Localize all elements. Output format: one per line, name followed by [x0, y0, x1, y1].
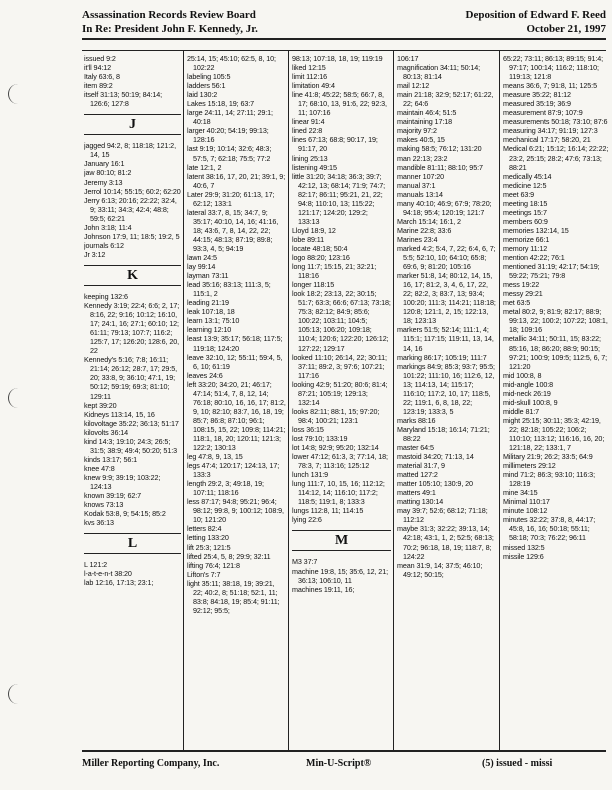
index-entry: jagged 94:2, 8; 118:18; 121:2, 14, 15 — [84, 141, 176, 160]
index-entry: members 60:9 — [503, 216, 548, 226]
index-entry: late 12:1, 2 — [187, 162, 222, 172]
index-entry: lined 22:8 — [292, 126, 323, 136]
header-deponent: Deposition of Edward F. Reed — [465, 9, 606, 21]
index-entry: middle 81:7 — [503, 406, 540, 416]
index-entry: metal 80:2, 9; 81:9; 82:17; 88:9; 99:13, 22; 100:2; 107:22; 108:1, 18; 109:16 — [503, 307, 608, 335]
index-entry: limitation 49:4 — [292, 81, 335, 91]
index-entry: markers 51:5; 52:14; 111:1, 4; 115:1; 117:15; 119:11, 13, 14, 14, 16 — [397, 325, 494, 353]
index-entry: Military 21:9; 26:2; 33:5; 64:9 — [503, 452, 593, 462]
index-entry: measured 35:19; 36:9 — [503, 99, 571, 109]
index-entry: lungs 112:8, 11; 114:15 — [292, 506, 364, 516]
index-entry: mail 12:12 — [397, 81, 430, 91]
index-entry: many 40:10; 46:9; 67:9; 78:20; 94:18; 95:4; 120:19; 121:7 — [397, 198, 492, 217]
index-entry: meeting 18:15 — [503, 198, 548, 208]
index-entry: meet 63:9 — [503, 189, 535, 199]
index-entry: layman 73:11 — [187, 271, 229, 281]
index-entry: knows 73:13 — [84, 500, 124, 510]
index-entry: messy 29:21 — [503, 289, 543, 299]
index-entry: knew 9:9; 39:19; 103:22; 124:13 — [84, 472, 161, 491]
index-entry: making 58:5; 76:12; 131:20 — [397, 144, 482, 154]
index-entry: Maryland 15:18; 16:14; 71:21; 88:22 — [397, 424, 490, 443]
index-column-2 — [187, 54, 286, 746]
index-entry: limit 112:16 — [292, 72, 328, 82]
index-entry: met 63:5 — [503, 298, 531, 308]
index-entry: may 39:7; 52:6; 68:12; 71:18; 112:12 — [397, 506, 488, 525]
index-entry: January 16:1 — [84, 159, 125, 169]
index-entry: lay 99:14 — [187, 262, 216, 272]
index-entry: memories 132:14, 15 — [503, 225, 569, 235]
index-entry: kilovoltage 35:22; 36:13; 51:17 — [84, 418, 179, 428]
index-entry: means 36:6, 7; 91:8, 11; 125:5 — [503, 81, 597, 91]
index-entry: main 21:18; 32:9; 52:17; 61:22, 22; 64:6 — [397, 90, 494, 109]
index-entry: left 33:20; 34:20, 21; 46:17; 47:14; 51:4, 7, 8, 12, 14; 76:18; 80:10, 16, 16, 17; 81:2, 9, 10; 82:10; 83:7, 16, 18, 19; 85:7; 86:8; 87:10; 96:1; 108:15, 15, 22; 109:8; 114:21; 118:1, 18, 20; 120:11; 121:3; 122:2; 130:13 — [187, 379, 286, 453]
index-entry: Medical 6:21; 15:12; 16:14; 22:22; 23:2, 25:15; 28:2; 47:6; 73:13; 88:21 — [503, 144, 609, 172]
index-entry: lines 67:13; 68:8; 90:17, 19; 91:17, 20 — [292, 135, 378, 154]
index-entry: Later 29:9; 31:20; 61:13, 17; 62:12; 133:1 — [187, 189, 275, 208]
index-entry: itself 31:13; 50:19; 84:14; 126:6; 127:8 — [84, 90, 163, 109]
index-entry: M3 37:7 — [292, 557, 318, 567]
index-entry: length 29:2, 3; 49:18, 19; 107:11; 118:16 — [187, 479, 264, 498]
section-letter: L — [84, 533, 181, 554]
index-entry: labeling 105:5 — [187, 72, 231, 82]
index-entry: looking 42:9; 51:20; 80:6; 81:4; 87:21; 105:19; 129:13; 132:14 — [292, 379, 388, 407]
index-entry: magnification 34:11; 50:14; 80:13; 81:14 — [397, 63, 481, 82]
index-entry: mastoid 34:20; 71:13, 14 — [397, 452, 474, 462]
index-entry: less 87:17; 94:8; 95:21; 96:4; 98:12; 99:8, 9; 100:12; 108:9, 10; 121:20 — [187, 497, 284, 525]
index-entry: letters 82:4 — [187, 524, 222, 534]
footer-page-range: (5) issued - missi — [482, 758, 553, 769]
index-entry: missile 129:6 — [503, 551, 544, 561]
index-entry: letting 133:20 — [187, 533, 229, 543]
index-entry: memorize 66:1 — [503, 234, 550, 244]
index-entry: mine 34:15 — [503, 488, 538, 498]
index-entry: mid-skull 100:8, 9 — [503, 397, 558, 407]
index-entry: Johnson 17:9, 11; 18:5; 19:2, 5 — [84, 231, 180, 241]
index-entry: lift 25:3; 121:5 — [187, 542, 231, 552]
column-divider — [183, 50, 184, 750]
index-entry: listening 49:15 — [292, 162, 337, 172]
index-entry: Marine 22:8; 33:6 — [397, 225, 452, 235]
index-entry: lifted 25:4, 5, 8; 29:9; 32:11 — [187, 551, 271, 561]
index-column-1 — [84, 54, 181, 746]
index-entry: marking 86:17; 105:19; 111:7 — [397, 352, 487, 362]
index-entry: marker 51:8, 14; 80:12, 14, 15, 16, 17; 81:2, 3, 4, 6, 17, 22, 22; 82:2, 3; 83:7, 13; 93:4; 100:20; 111:3; 114:21; 118:18; 120:8; 121:1, 2, 15; 122:13, 18; 123:13 — [397, 271, 496, 326]
index-column-3 — [292, 54, 391, 746]
header-rule-thin — [82, 50, 606, 51]
header-deposition — [466, 8, 606, 36]
index-entry: lung 111:7, 10, 15, 16; 112:12; 114:12, 14; 116:10; 117:2; 118:5; 119:1, 8; 133:3 — [292, 479, 385, 507]
index-entry: maintaining 17:18 — [397, 117, 453, 127]
index-entry: 106:17 — [397, 54, 419, 63]
index-entry: jaw 80:10; 81:2 — [84, 168, 132, 178]
index-entry: learning 12:10 — [187, 325, 232, 335]
index-entry: leaves 24:6 — [187, 370, 223, 380]
section-letter: K — [84, 265, 181, 286]
index-entry: lobe 89:11 — [292, 234, 325, 244]
index-entry: learn 13:1; 75:10 — [187, 316, 240, 326]
index-entry: manual 37:1 — [397, 180, 436, 190]
index-entry: maintain 46:4; 51:5 — [397, 108, 457, 118]
index-entry: mandible 81:11; 88:10; 95:7 — [397, 162, 483, 172]
index-entry: line 41:8; 45:22; 58:5; 66:7, 8, 17; 68:10, 13, 91:6, 22; 92:3, 11; 107:16 — [292, 90, 387, 118]
binder-hole-mark — [8, 388, 23, 408]
index-entry: minute 108:12 — [503, 506, 548, 516]
index-entry: lost 79:10; 133:19 — [292, 433, 348, 443]
index-entry: matting 130:14 — [397, 497, 444, 507]
index-entry: might 25:15; 30:11; 35:3; 42:19, 22; 82:18; 105:22; 106:2; 110:10; 113:12; 116:16, 16, 20; 121:18, 22; 133:1, 7 — [503, 415, 605, 453]
footer-script: Min-U-Script® — [306, 758, 372, 769]
index-column-5 — [503, 54, 609, 746]
index-entry: manuals 13:14 — [397, 189, 443, 199]
index-entry: measurements 50:18; 73:10; 87:6 — [503, 117, 608, 127]
index-entry: master 64:5 — [397, 443, 434, 453]
index-entry: loss 36:15 — [292, 424, 324, 434]
index-entry: lot 14:8; 92:9; 95:20; 132:14 — [292, 443, 379, 453]
index-entry: laid 130:2 — [187, 90, 218, 100]
index-entry: kilovolts 36:14 — [84, 427, 129, 437]
index-entry: lab 12:16, 17:13; 23:1; — [84, 578, 154, 588]
index-entry: looked 11:10; 26:14, 22; 30:11; 37:11; 89:2, 3; 97:6; 107:21; 117:16 — [292, 352, 387, 380]
index-entry: known 39:19; 62:7 — [84, 491, 142, 501]
section-letter: M — [292, 530, 391, 551]
index-entry: matter 105:10; 130:9, 20 — [397, 479, 473, 489]
index-entry: leave 32:10, 12; 55:11; 59:4, 5, 6, 10; 61:19 — [187, 352, 283, 371]
index-entry: linear 91:4 — [292, 117, 325, 127]
index-entry: marked 4:2; 5:4, 7, 22; 6:4, 6, 7; 5:5; 52:10, 10; 64:10; 65:8; 69:6, 9; 81:20; 105:16 — [397, 243, 496, 272]
index-entry: 25:14, 15; 45:10; 62:5, 8, 10; 102:22 — [187, 54, 276, 73]
footer-company: Miller Reporting Company, Inc. — [82, 758, 220, 769]
index-entry: mean 31:9, 14; 37:5; 46:10; 49:12; 50:15; — [397, 560, 483, 579]
index-entry: l-a-t-e-n-t 38:20 — [84, 569, 132, 579]
index-entry: mention 42:22; 76:1 — [503, 253, 565, 263]
index-entry: lining 25:13 — [292, 153, 328, 163]
index-entry: March 15:14; 16:1, 2 — [397, 216, 461, 226]
index-entry: memory 11:12 — [503, 243, 548, 253]
index-entry: Jerrol 10:14; 55:15; 60:2; 62:20 — [84, 186, 181, 196]
index-entry: locate 48:18; 50:4 — [292, 243, 348, 253]
index-entry: least 13:9; 35:17; 56:18; 117:5; 119:18; 124:20 — [187, 334, 283, 353]
footer-rule — [82, 750, 606, 752]
index-entry: lifting 76:4; 121:8 — [187, 560, 240, 570]
header-case — [82, 8, 258, 36]
index-entry: 65:22; 73:11; 86:13; 89:15; 91:4; 97:17; 100:14; 116:2; 118:10; 119:13; 121:8 — [503, 54, 604, 82]
binder-hole-mark — [8, 84, 23, 104]
index-entry: issued 9:2 — [84, 54, 116, 63]
column-divider — [393, 50, 394, 750]
index-entry: Jr 3:12 — [84, 249, 106, 259]
binder-hole-mark — [8, 684, 23, 704]
index-entry: latent 38:16, 17, 20, 21; 39:1, 9; 40:6, 7 — [187, 171, 286, 190]
index-entry: mentioned 31:19; 42:17; 54:19; 59:22; 75:21; 79:8 — [503, 262, 600, 281]
index-entry: lying 22:6 — [292, 515, 322, 525]
index-entry: lawn 24:5 — [187, 253, 217, 263]
index-entry: mind 71:2; 86:3; 93:10; 116:3; 128:19 — [503, 470, 595, 489]
index-entry: John 3:18; 11:4 — [84, 222, 132, 232]
index-entry: majority 97:2 — [397, 126, 437, 136]
index-entry: Kennedy 3:19; 22:4; 6:6; 2, 17; 8:16, 22; 9:16; 10:12; 16:10, 17; 24:1, 16; 27:1; 60:10; 12; 61:11; 79:13; 107:7; 116:2; 125:7, 17; 126:20; 128:6, 20, 22 — [84, 301, 180, 356]
index-entry: large 24:11, 14; 27:11; 29:1; 40:18 — [187, 108, 273, 127]
index-entry: minutes 32:22; 37:8, 8, 44:17; 45:8, 16, 16; 50:18; 55:11; 58:18; 70:3; 76:22; 96:11 — [503, 515, 596, 543]
index-entry: millimeters 29:12 — [503, 461, 556, 471]
index-entry: machine 19:8, 15; 35:6, 12, 21; 36:13; 106:10, 11 — [292, 566, 388, 585]
index-entry: Jerry 6:13; 20:16; 22:22; 32:4, 9; 33:11; 34:3; 42:4; 48:8; 59:5; 62:21 — [84, 195, 177, 223]
index-entry: keeping 132:6 — [84, 291, 128, 301]
index-entry: mess 19:22 — [503, 280, 540, 290]
index-entry: look 18:2; 23:13, 22; 30:15; 51:7; 63:3; 66:6; 67:13; 73:18; 75:3; 82:12; 84:9; 85:6; 100:22; 103:11; 104:5; 105:13; 106:20; 109:18; 110:4; 120:6; 122:20; 126:12; 127:22; 129:17 — [292, 289, 391, 353]
index-entry: lunch 131:9 — [292, 470, 329, 480]
index-entry: ladders 56:1 — [187, 81, 226, 91]
index-entry: manner 107:20 — [397, 171, 445, 181]
index-entry: Kodak 53:8, 9; 54:15; 85:2 — [84, 509, 166, 519]
index-entry: measuring 34:17; 91:19; 127:3 — [503, 126, 598, 136]
index-entry: light 35:11; 38:18, 19; 39:21, 22; 40:2, 8; 51:18; 52:1, 11; 83:8; 84:18, 19; 85:4; 91:11; 92:12; 95:5; — [187, 578, 280, 615]
index-entry: last 9:19; 10:14; 32:6; 48:3; 57:5, 7; 62:18; 75:5; 77:2 — [187, 144, 272, 163]
index-entry: lateral 33:7, 8, 15; 34:7, 9; 35:17; 40:10, 14, 16; 41:16, 18; 43:6, 7, 8, 14, 22, 22; 44:15; 48:13; 87:19; 89:8; 93:3, 4, 5; 94:19 — [187, 207, 279, 253]
index-entry: mechanical 17:17; 58:20, 21 — [503, 135, 591, 145]
index-entry: mid-angle 100:8 — [503, 379, 554, 389]
index-entry: maybe 31:3; 32:22; 39:13, 14; 42:18; 43:1, 1, 2; 52:5; 68:13; 70:2; 96:18, 18, 19; 118:7, 8; 124:22 — [397, 524, 494, 561]
index-entry: long 11:7; 15:15, 21; 32:21; 118:16 — [292, 262, 377, 281]
index-entry: matted 127:2 — [397, 470, 438, 480]
index-entry: Marines 23:4 — [397, 234, 438, 244]
index-column-4 — [397, 54, 497, 746]
index-entry: longer 118:15 — [292, 280, 335, 290]
index-entry: kinds 13:17; 56:1 — [84, 454, 138, 464]
index-entry: logo 88:20; 123:16 — [292, 253, 350, 263]
index-entry: Minimal 110:17 — [503, 497, 550, 507]
header-board-title: Assassination Records Review Board — [82, 9, 256, 21]
index-entry: medicine 12:5 — [503, 180, 547, 190]
index-entry: meetings 15:7 — [503, 207, 547, 217]
index-entry: Lloyd 18:9, 12 — [292, 225, 336, 235]
index-entry: mid-neck 26:19 — [503, 388, 551, 398]
index-entry: liked 12:15 — [292, 63, 326, 73]
index-entry: machines 19:11, 16; — [292, 584, 355, 594]
index-entry: knee 47:8 — [84, 463, 115, 473]
index-entry: lower 47:12; 61:3, 3; 77:14, 18; 78:3, 7; 113:16; 125:12 — [292, 452, 388, 471]
index-entry: leg 47:8, 9, 13, 15 — [187, 452, 243, 462]
index-entry: material 31:7, 9 — [397, 461, 445, 471]
index-entry: journals 6:12 — [84, 240, 124, 250]
index-entry: legs 47:4; 120:17; 124:13, 17; 133:3 — [187, 461, 280, 480]
index-entry: markings 84:9; 85:3; 93:7; 95:5; 101:22; 111:10, 16; 112:6, 12, 13; 114:13, 14; 115:17; 116:10; 117:2, 10, 17; 118:5, 22; 119:1, 6, 8, 18, 22; 123:19; 133:3, 5 — [397, 361, 495, 416]
index-entry: mid 100:8, 8 — [503, 370, 542, 380]
index-entry: kept 39:20 — [84, 400, 117, 410]
index-entry: kind 14:3; 19:10; 24:3; 26:5; 31:5; 38:9; 49:4; 50:20; 51:3 — [84, 436, 178, 455]
column-divider — [288, 50, 289, 750]
index-entry: leading 21:19 — [187, 298, 229, 308]
index-entry: larger 40:20; 54:19; 99:13; 128:16 — [187, 126, 269, 145]
index-entry: man 22:13; 23:2 — [397, 153, 448, 163]
index-entry: little 31:20; 34:18; 36:3; 39:7; 42:12, 13; 68:14; 71:9; 74:7; 82:17; 86:11; 95:21, 21, 22; 94:8; 110:10, 13; 115:22; 121:17; 124:20; 129:2; 133:13 — [292, 171, 386, 226]
index-entry: marks 88:16 — [397, 415, 436, 425]
index-entry: leak 107:18, 18 — [187, 307, 235, 317]
index-entry: Italy 63:6, 8 — [84, 72, 120, 82]
index-entry: Jeremy 3:13 — [84, 177, 123, 187]
index-entry: it'll 94:12 — [84, 63, 112, 73]
index-entry: measure 35:22; 81:12 — [503, 90, 571, 100]
header-rule — [82, 38, 606, 40]
header-case-title: In Re: President John F. Kennedy, Jr. — [82, 23, 258, 35]
index-entry: matters 49:1 — [397, 488, 436, 498]
index-entry: 98:13; 107:18, 18, 19; 119:19 — [292, 54, 383, 63]
section-letter: J — [84, 114, 181, 135]
column-divider — [499, 50, 500, 750]
index-entry: measurement 87:9; 107:9 — [503, 108, 583, 118]
index-entry: Kennedy's 5:16; 7:8; 16:11; 21:14; 26:12; 28:7, 17; 29:5, 20; 33:8, 9; 36:10; 47:1, 19; 50:12; 59:19; 69:3; 81:10; 129:11 — [84, 355, 178, 401]
index-entry: item 89:2 — [84, 81, 113, 91]
index-entry: metallic 34:11; 50:11, 15; 83:22; 85:16, 18; 86:20; 88:9; 90:15; 97:21; 100:9; 109:5; 112:5, 6, 7; 121:20 — [503, 334, 608, 371]
index-entry: kvs 36:13 — [84, 518, 114, 528]
index-entry: Kidneys 113:14, 15, 16 — [84, 409, 155, 419]
header-date: October 21, 1997 — [526, 23, 606, 35]
index-entry: medically 45:14 — [503, 171, 552, 181]
index-entry: lead 35:16; 83:13; 111:3, 5; 115:1, 2 — [187, 280, 271, 299]
index-entry: missed 132:5 — [503, 542, 545, 552]
index-entry: Lifton's 7:7 — [187, 569, 221, 579]
index-entry: looks 82:11; 88:1, 15; 97:20; 98:4; 100:21; 123:1 — [292, 406, 380, 425]
index-entry: L 121:2 — [84, 560, 108, 570]
index-entry: makes 40:5, 15 — [397, 135, 445, 145]
index-entry: Lakes 15:18, 19; 63:7 — [187, 99, 255, 109]
